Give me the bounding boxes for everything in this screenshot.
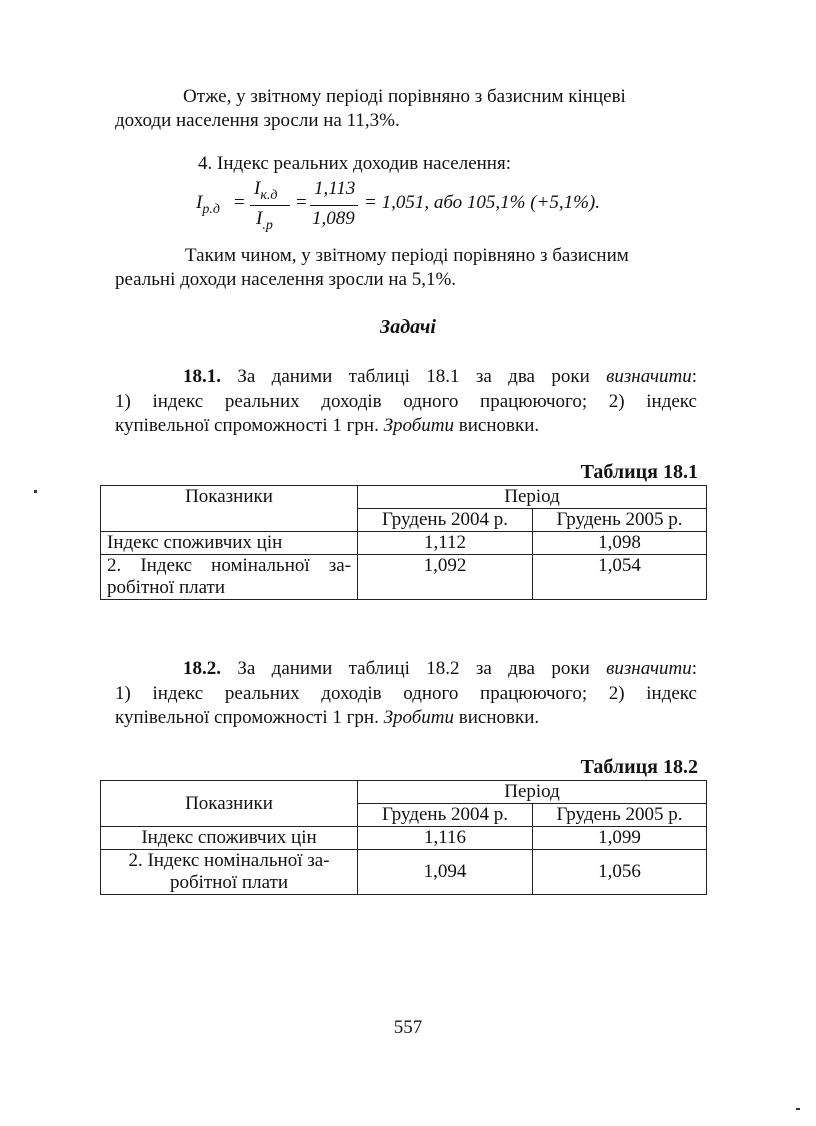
- data-table: [100, 485, 707, 600]
- cell-value: 1,116: [358, 827, 533, 850]
- table-caption: Таблиця 18.1: [580, 461, 698, 483]
- scan-speck: [34, 490, 37, 493]
- formula: [196, 178, 656, 234]
- page-number: 557: [393, 1017, 423, 1038]
- equals-sign: =: [234, 192, 245, 213]
- cell-value: 1,054: [533, 555, 707, 600]
- cell-value: 1,056: [533, 850, 707, 895]
- header-cell: Грудень 2004 р.: [358, 804, 533, 827]
- row-label: 2. Індекс номінальної за- робітної плати: [101, 850, 358, 895]
- formula-denominator-2: 1,089: [312, 208, 355, 229]
- cell-value: 1,098: [533, 532, 707, 555]
- cell-value: 1,094: [358, 850, 533, 895]
- header-cell: Грудень 2004 р.: [358, 509, 533, 532]
- table-row: [101, 532, 707, 555]
- text-line: доходи населення зросли на 11,3%.: [115, 110, 400, 131]
- table-row: [101, 827, 707, 850]
- formula-result: = 1,051, або 105,1% (+5,1%).: [364, 192, 601, 213]
- formula-lhs: $I_{р.д}$: [196, 192, 220, 217]
- header-cell: Період: [358, 486, 707, 509]
- equals-sign: =: [296, 192, 307, 213]
- fraction-bar: [310, 205, 358, 206]
- task-line: 18.2. За даними таблиці 18.2 за два роки визначити:: [183, 658, 698, 679]
- text-line: 4. Індекс реальних доходив населення:: [198, 153, 511, 174]
- text-line: реальні доходи населення зросли на 5,1%.: [115, 269, 457, 290]
- row-label: Індекс споживчих цін: [101, 532, 358, 555]
- data-table: [100, 780, 707, 895]
- cell-value: 1,092: [358, 555, 533, 600]
- task-line: 18.1. За даними таблиці 18.1 за два роки визначити:: [183, 366, 698, 387]
- cell-value: 1,099: [533, 827, 707, 850]
- header-cell: Показники: [101, 486, 358, 532]
- header-cell: Показники: [101, 781, 358, 827]
- table-row: [101, 555, 707, 600]
- formula-denominator-1: $I_{.р}$: [256, 208, 273, 233]
- table-row: [101, 850, 707, 895]
- row-label: Індекс споживчих цін: [101, 827, 358, 850]
- cell-value: 1,112: [358, 532, 533, 555]
- row-label: 2. Індекс номінальної за- робітної плати: [101, 555, 358, 600]
- section-heading: Задачі: [380, 316, 436, 338]
- task-line: 1) індекс реальних доходів одного працюючого; 2) індекс: [115, 683, 697, 704]
- fraction-bar: [250, 205, 290, 206]
- task-line: купівельної спроможності 1 грн. Зробити висновки.: [115, 415, 540, 436]
- formula-numerator-1: $I_{к.д}$: [254, 178, 278, 203]
- task-line: купівельної спроможності 1 грн. Зробити висновки.: [115, 707, 540, 728]
- text-line: Таким чином, у звітному періоді порівняно з базисним: [185, 245, 629, 266]
- header-cell: Грудень 2005 р.: [533, 509, 707, 532]
- text-line: Отже, у звітному періоді порівняно з базисним кінцеві: [183, 86, 626, 107]
- table-caption: Таблиця 18.2: [580, 756, 698, 778]
- scan-speck: [796, 1108, 800, 1110]
- header-cell: Грудень 2005 р.: [533, 804, 707, 827]
- header-cell: Період: [358, 781, 707, 804]
- formula-numerator-2: 1,113: [314, 178, 356, 199]
- task-line: 1) індекс реальних доходів одного працюючого; 2) індекс: [115, 391, 697, 412]
